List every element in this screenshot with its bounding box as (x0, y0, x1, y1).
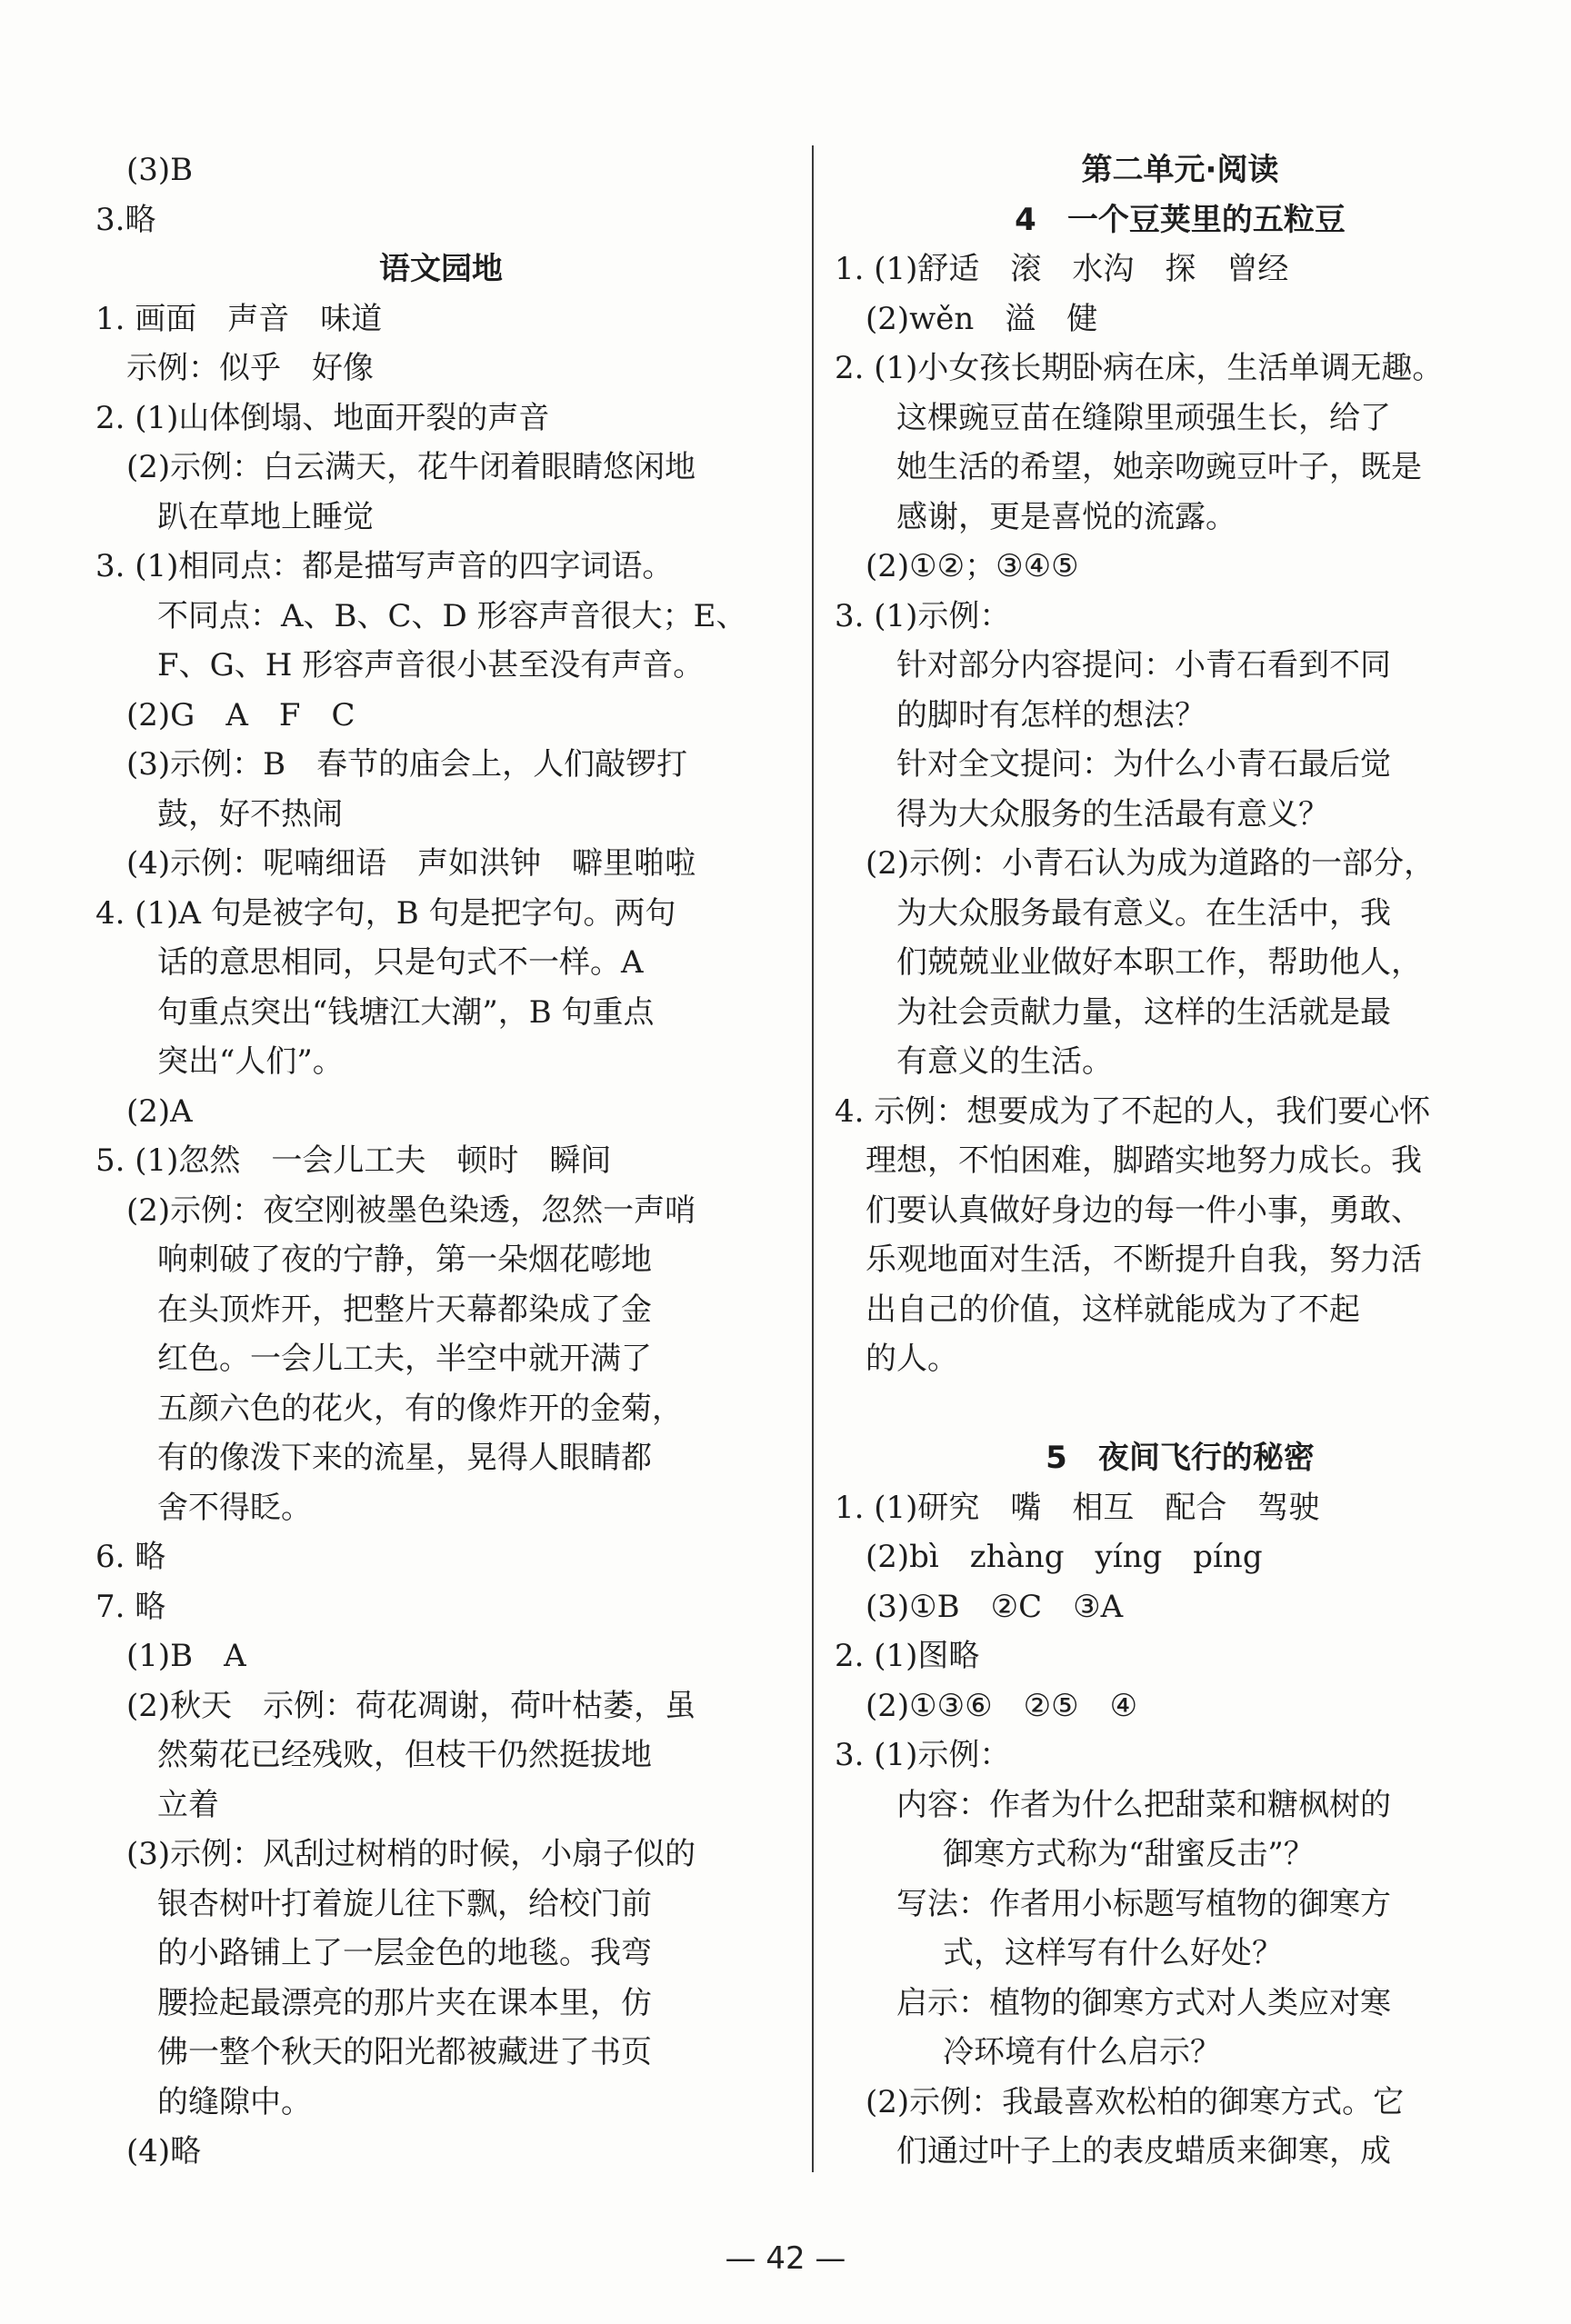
answer-line: 2. (1)小女孩长期卧病在床，生活单调无趣。 (835, 350, 1444, 386)
answer-line: 五颜六色的花火，有的像炸开的金菊， (157, 1390, 683, 1427)
answer-line: 的小路铺上了一层金色的地毯。我弯 (157, 1935, 652, 1971)
answer-line: 针对全文提问：为什么小青石最后觉 (896, 746, 1391, 783)
section-title: 语文园地 (379, 251, 503, 287)
answer-line: 句重点突出“钱塘江大潮”，B 句重点 (157, 993, 655, 1031)
section-title: 第二单元·阅读 (1081, 152, 1279, 188)
answer-line: 3. (1)相同点：都是描写声音的四字词语。 (95, 548, 674, 584)
answer-line: F、G、H 形容声音很小甚至没有声音。 (157, 647, 705, 683)
answer-line: 在头顶炸开，把整片天幕都染成了金 (157, 1291, 652, 1328)
answer-line: 的人。 (866, 1341, 958, 1377)
answer-line: 乐观地面对生活，不断提升自我，努力活 (866, 1242, 1422, 1278)
left-column (95, 145, 786, 2177)
answer-line: 舍不得眨。 (157, 1489, 312, 1526)
answer-line: 们通过叶子上的表皮蜡质来御寒，成 (896, 2133, 1391, 2169)
answer-line: 腰捡起最漂亮的那片夹在课本里，仿 (157, 1984, 652, 2021)
answer-line: (2)①③⑥ ②⑤ ④ (866, 1687, 1138, 1724)
answer-line: 话的意思相同，只是句式不一样。A (157, 944, 644, 981)
answer-line: 针对部分内容提问：小青石看到不同 (896, 647, 1391, 683)
answer-line: (3)B (126, 152, 194, 188)
answer-line: 出自己的价值，这样就能成为了不起 (866, 1291, 1360, 1328)
answer-line: 示例：似乎 好像 (126, 350, 374, 386)
answer-line: 冷环境有什么启示？ (943, 2034, 1221, 2070)
answer-line: 她生活的希望，她亲吻豌豆叶子，既是 (896, 449, 1422, 485)
answer-line: 7. 略 (95, 1588, 166, 1625)
answer-line: 的脚时有怎样的想法？ (896, 696, 1206, 733)
answer-line: 突出“人们”。 (157, 1043, 344, 1080)
answer-line: (2)示例：白云满天，花牛闭着眼睛悠闲地 (126, 449, 696, 485)
answer-line: (2)A (126, 1092, 193, 1130)
answer-line: 有的像泼下来的流星，晃得人眼睛都 (157, 1440, 652, 1476)
answer-line: 理想，不怕困难，脚踏实地努力成长。我 (866, 1142, 1422, 1179)
answer-line: 红色。一会儿工夫，半空中就开满了 (157, 1341, 652, 1377)
answer-line: 银杏树叶打着旋儿往下飘，给校门前 (157, 1885, 652, 1922)
page-number: — 42 — (725, 2240, 846, 2277)
answer-line: 感谢，更是喜悦的流露。 (896, 498, 1236, 535)
answer-line: (3)①B ②C ③A (866, 1588, 1124, 1625)
column-divider (812, 145, 814, 2172)
answer-line: 式，这样写有什么好处？ (943, 1935, 1283, 1971)
answer-line: 有意义的生活。 (896, 1043, 1113, 1080)
section-title: 4 一个豆荚里的五粒豆 (1015, 201, 1346, 238)
answer-line: 2. (1)图略 (835, 1638, 980, 1674)
answer-line: 6. 略 (95, 1539, 166, 1575)
answer-line: (2)示例：小青石认为成为道路的一部分， (866, 845, 1436, 882)
section-title: 5 夜间飞行的秘密 (1046, 1440, 1315, 1476)
answer-line: 立着 (157, 1786, 219, 1823)
answer-line: (2)①②；③④⑤ (866, 548, 1079, 584)
answer-line: (3)示例：风刮过树梢的时候，小扇子似的 (126, 1836, 696, 1872)
answer-line: 1. (1)研究 嘴 相互 配合 驾驶 (835, 1489, 1320, 1526)
answer-line: 3. (1)示例： (835, 597, 1011, 634)
answer-line: (2)示例：夜空刚被墨色染透，忽然一声哨 (126, 1192, 696, 1229)
answer-line: (4)略 (126, 2133, 202, 2169)
answer-line: (2)秋天 示例：荷花凋谢，荷叶枯萎，虽 (126, 1687, 696, 1724)
right-column (835, 145, 1526, 2177)
blank-line (835, 1384, 1526, 1434)
answer-line: 不同点：A、B、C、D 形容声音很大；E、 (157, 597, 747, 634)
answer-line: 3.略 (95, 201, 156, 238)
answer-line: 这棵豌豆苗在缝隙里顽强生长，给了 (896, 399, 1391, 436)
answer-line: 4. (1)A 句是被字句，B 句是把字句。两句 (95, 894, 676, 932)
answer-line: (2)G A F C (126, 696, 355, 733)
answer-line: (2)wěn 溢 健 (866, 300, 1098, 337)
answer-line: 的缝隙中。 (157, 2083, 312, 2120)
answer-line: 3. (1)示例： (835, 1737, 1011, 1773)
answer-line: 5. (1)忽然 一会儿工夫 顿时 瞬间 (95, 1142, 612, 1179)
answer-line: 2. (1)山体倒塌、地面开裂的声音 (95, 399, 550, 436)
answer-line: 为社会贡献力量，这样的生活就是最 (896, 993, 1391, 1031)
answer-line: (3)示例：B 春节的庙会上，人们敲锣打 (126, 746, 688, 783)
answer-line: 得为大众服务的生活最有意义？ (896, 795, 1329, 833)
answer-line: 1. 画面 声音 味道 (95, 300, 383, 337)
answer-line: 们兢兢业业做好本职工作，帮助他人， (896, 944, 1422, 981)
answer-line: 鼓，好不热闹 (157, 795, 343, 833)
answer-line: (2)示例：我最喜欢松柏的御寒方式。它 (866, 2083, 1405, 2120)
answer-line: 御寒方式称为“甜蜜反击”？ (943, 1836, 1315, 1872)
answer-line: 1. (1)舒适 滚 水沟 探 曾经 (835, 251, 1289, 287)
answer-line: 写法：作者用小标题写植物的御寒方 (896, 1885, 1391, 1922)
answer-line: 响刺破了夜的宁静，第一朵烟花嘭地 (157, 1242, 652, 1278)
answer-line: 4. 示例：想要成为了不起的人，我们要心怀 (835, 1092, 1431, 1130)
answer-line: 佛一整个秋天的阳光都被藏进了书页 (157, 2034, 652, 2070)
answer-line: (2)bì zhàng yíng píng (866, 1539, 1263, 1575)
answer-line: 内容：作者为什么把甜菜和糖枫树的 (896, 1786, 1391, 1823)
answer-line: (4)示例：呢喃细语 声如洪钟 噼里啪啦 (126, 845, 696, 882)
answer-line: (1)B A (126, 1638, 246, 1674)
answer-line: 为大众服务最有意义。在生活中，我 (896, 894, 1391, 932)
answer-line: 趴在草地上睡觉 (157, 498, 374, 535)
answer-line: 然菊花已经残败，但枝干仍然挺拔地 (157, 1737, 652, 1773)
answer-line: 启示：植物的御寒方式对人类应对寒 (896, 1984, 1391, 2021)
answer-line: 们要认真做好身边的每一件小事，勇敢、 (866, 1192, 1422, 1229)
